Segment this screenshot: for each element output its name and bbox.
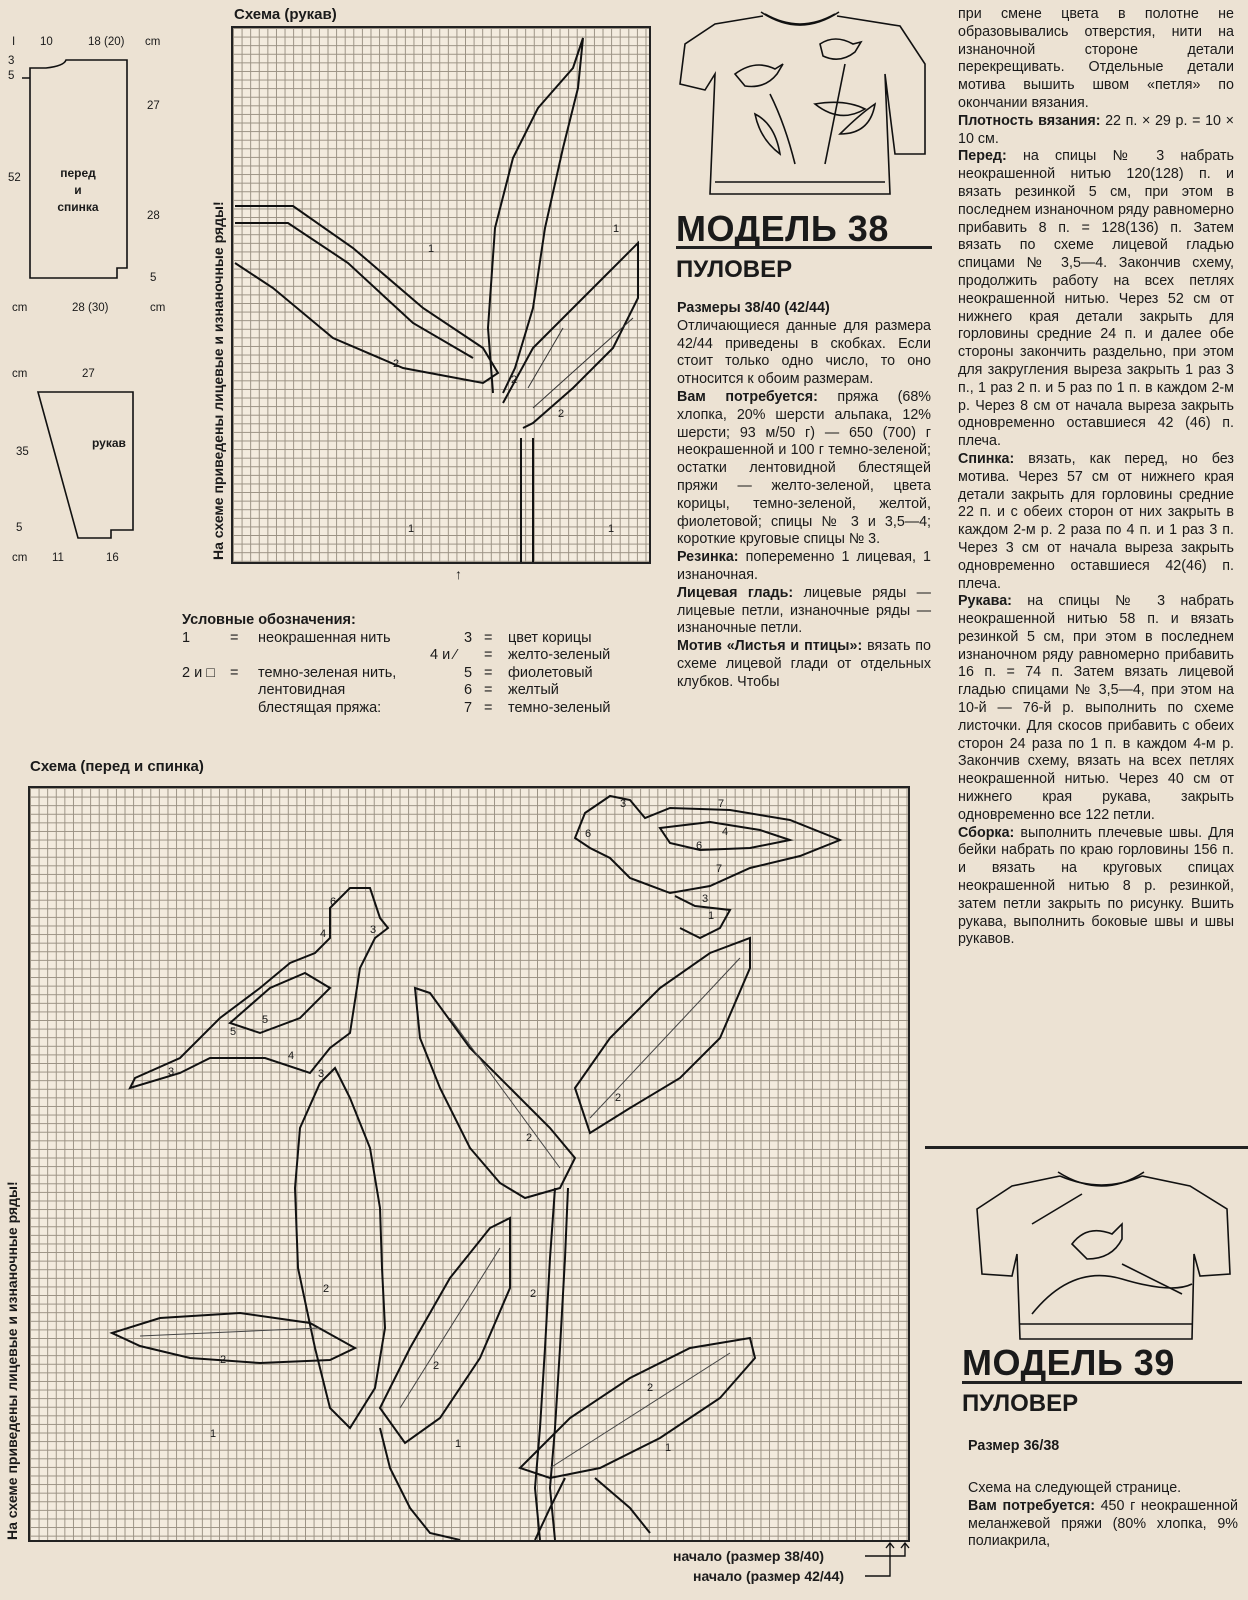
chart-mark: 2: [220, 1354, 227, 1366]
chart-mark: 2: [323, 1283, 330, 1295]
chart-mark: 7: [716, 863, 723, 875]
legend-title: Условные обозначения:: [182, 612, 356, 628]
sleeve-knitting-chart: [231, 26, 651, 564]
chart-mark: 1: [210, 1428, 217, 1440]
chart-mark: 6: [696, 840, 703, 852]
sleeve-label: рукав: [92, 436, 126, 450]
front-back-knitting-chart: [28, 786, 910, 1542]
legend-text: темно-зеленая нить, лентовидная блестящая пряжа:: [258, 664, 397, 716]
rib-text: попеременно 1 лицевая, 1 изнаночная.: [677, 549, 931, 583]
chart-mark: 2: [433, 1360, 440, 1372]
dim-bottom: 28 (30): [72, 302, 109, 314]
sleeve-start-arrow-icon: ↑: [455, 566, 462, 582]
legend-key: 4 и ⁄: [430, 647, 457, 663]
chart-mark: 2: [530, 1288, 537, 1300]
chart-mark: 1: [708, 910, 715, 922]
legend-key: 1: [182, 629, 191, 646]
model-38-title: МОДЕЛЬ 38: [676, 208, 889, 249]
sizes-text: Отличающиеся данные для размера 42/44 приведены в скобках. Если стоит только одно число, то оно относится к обоим размерам.: [677, 317, 931, 388]
sleeve-mark: 1: [428, 243, 435, 255]
chart-mark: 3: [702, 893, 709, 905]
main-chart-title: Схема (перед и спинка): [30, 758, 204, 775]
dim-right-3: 5: [150, 272, 157, 284]
legend-text: фиолетовый: [508, 664, 593, 681]
sleeve-unit-bottom: cm: [12, 552, 28, 564]
model-38-text-col2: [958, 6, 1234, 949]
legend-key: 6: [464, 682, 473, 698]
chart-mark: 6: [330, 896, 337, 908]
assembly-heading: Сборка:: [958, 824, 1015, 841]
materials-heading: Вам потребуется:: [677, 388, 818, 405]
sleeve-unit: cm: [12, 368, 28, 380]
model-39-materials-heading: Вам потребуется:: [968, 1497, 1095, 1514]
density-heading: Плотность вязания:: [958, 112, 1101, 129]
legend-eq: =: [484, 699, 493, 716]
chart-mark: 5: [262, 1014, 269, 1026]
sleeves-heading: Рукава:: [958, 593, 1012, 610]
sleeve-dim-left-small: 5: [16, 522, 23, 534]
front-heading: Перед:: [958, 148, 1007, 165]
chart-mark: 1: [455, 1438, 462, 1450]
model-38-text-col1: [677, 300, 931, 692]
model-39-rule: [925, 1146, 1248, 1149]
dim-left-3: 52: [8, 172, 21, 184]
legend-text: желто-зеленый: [508, 647, 611, 663]
dim-unit-bottom-right: cm: [150, 302, 166, 314]
legend-eq: =: [484, 682, 493, 698]
chart-mark: 4: [722, 826, 729, 838]
legend-key: 3: [464, 629, 473, 646]
legend-key: 2 и □: [182, 664, 215, 681]
assembly-text: выполнить плечевые швы. Для бейки набрать по краю горловины 156 п. и вязать на круговых спицах неокрашенной нитью 8 р. резинкой, затем петли закрыть по рисунку. Вшить рукава, выполнить боковые швы и швы рукавов.: [958, 824, 1234, 948]
sleeve-dim-left: 35: [16, 446, 29, 458]
legend-text: темно-зеленый: [508, 699, 611, 716]
model-39-subtitle: ПУЛОВЕР: [962, 1390, 1079, 1417]
col2-intro: при смене цвета в полотне не образовывались отверстия, нити на изнаночной стороне детали перекрещивать. Отдельные детали мотива вышить швом «петля» по окончании вязания.: [958, 6, 1234, 111]
sleeve-mark: 1: [608, 523, 615, 535]
back-text: вязать, как перед, но без мотива. Через 57 см от нижнего края детали закрыть для горловины средние 22 п. и с обеих сторон от них закрыть в каждом 2-м р. 2 раза по 4 п. и 1 раз 3 п. Через 3 см от начала выреза закрыть одновременно оставшиеся 42(46) п. плеча.: [958, 450, 1234, 592]
sleeve-dim-bottom-1: 11: [52, 552, 64, 564]
chart-mark: 4: [320, 928, 327, 940]
sleeve-chart-title: Схема (рукав): [234, 6, 337, 23]
model-39-title: МОДЕЛЬ 39: [962, 1342, 1175, 1383]
main-chart-side-note: На схеме приведены лицевые и изнаночные ряды!: [4, 1181, 20, 1540]
dim-top-2: 18 (20): [88, 36, 125, 48]
legend-eq: =: [484, 629, 493, 646]
sweater-model-39-illustration: [972, 1164, 1238, 1354]
dim-left-2: 5: [8, 70, 15, 82]
chart-mark: 2: [647, 1382, 654, 1394]
chart-mark: 3: [168, 1066, 175, 1078]
legend-text: цвет корицы: [508, 629, 592, 646]
chart-mark: 2: [526, 1132, 533, 1144]
model-38-subtitle: ПУЛОВЕР: [676, 256, 793, 283]
legend: [182, 612, 652, 720]
sleeve-chart-side-note: На схеме приведены лицевые и изнаночные ряды!: [210, 201, 226, 560]
legend-eq: =: [230, 629, 239, 646]
chart-mark: 1: [665, 1442, 672, 1454]
sleeve-mark: 2: [558, 408, 565, 420]
sweater-model-38-illustration: [675, 4, 940, 204]
chart-mark: 6: [585, 828, 592, 840]
front-text: на спицы № 3 набрать неокрашенной нитью 120(128) п. и вязать резинкой 5 см, при этом в последнем изнаночном ряду равномерно прибавить 8 п. = 128(136) п. Затем вязать по схеме лицевой гладью спицами № 3,5—4. Закончив схему, продолжить работу на всех петлях неокрашенной нитью. Через 52 см от нижнего края детали закрыть для горловины средние 24 п. и далее обе стороны закончить раздельно, при этом для закругления выреза закрыть 1 раз 3 п., 1 раз 2 п. и 5 раз по 1 п. в каждом 2-м р. Через 8 см от начала выреза закрыть одновременно оставшиеся 42 (46) п. плеча.: [958, 148, 1234, 450]
sizes-heading: Размеры 38/40 (42/44): [677, 300, 830, 316]
chart-mark: 7: [718, 798, 725, 810]
density-text: 22 п. × 29 р. = 10 × 10 см.: [958, 112, 1234, 147]
model-38-rule: [676, 246, 932, 249]
piece-label-front-back: перед и спинка: [57, 166, 99, 214]
stockinette-text: лицевые ряды — лицевые петли, изнаночные ряды — изнаночные петли.: [677, 584, 931, 637]
model-39-materials-text: 450 г неокрашенной меланжевой пряжи (80% хлопка, 9% полиакрила,: [968, 1497, 1238, 1550]
dim-top-unit: I: [12, 36, 16, 48]
sleeves-text: на спицы № 3 набрать неокрашенной нитью 58 п. и вязать резинкой 5 см, при этом в последнем изнаночном ряду равномерно прибавить 16 п. = 74 п. Затем вязать лицевой гладью спицами № 3,5—4, при этом на 10-й — 76-й р. выполнить по схеме листочки. Для скосов прибавить с обеих сторон 24 раза по 1 п. в каждом 4-м р. Закончив схему, вязать на всех петлях неокрашенной нитью. Через 40 см от нижнего края рукава, закрыть одновременно все 122 петли.: [958, 593, 1234, 823]
chart-mark: 5: [230, 1026, 237, 1038]
legend-key: 5: [464, 664, 473, 681]
sleeve-dim-bottom-2: 16: [106, 552, 119, 564]
dim-top-1: 10: [40, 36, 53, 48]
chart-mark: 3: [620, 798, 627, 810]
motif-text: вязать по схеме лицевой глади от отдельных клубков. Чтобы: [677, 638, 931, 690]
start-arrows-icon: [860, 1540, 920, 1586]
chart-mark: 2: [615, 1092, 622, 1104]
model-39-text: [968, 1480, 1238, 1551]
model-39-scheme-note: Схема на следующей странице.: [968, 1480, 1182, 1496]
chart-mark: 3: [370, 924, 377, 936]
chart-start-label-2: начало (размер 42/44): [693, 1568, 845, 1584]
materials-text: пряжа (68% хлопка, 20% шерсти альпака, 12% шерсти; 93 м/50 г) — 650 (700) г неокрашенной и 100 г темно-зеленой; остатки лентовидной блестящей пряжи — желто-зеленой, цвета корицы, темно-зеленой, желтой, фиолетовой; спицы № 3 и 3,5—4; короткие круговые спицы № 3.: [677, 388, 931, 548]
legend-key: 7: [464, 699, 473, 716]
sleeve-mark: 1: [613, 223, 620, 235]
sleeve-mark: 1: [408, 523, 415, 535]
chart-start-label-1: начало (размер 38/40): [673, 1548, 825, 1564]
legend-eq: =: [484, 647, 493, 663]
dim-right-2: 28: [147, 210, 160, 222]
legend-text: неокрашенная нить: [258, 629, 391, 646]
legend-text: желтый: [508, 682, 559, 698]
chart-mark: 3: [318, 1068, 325, 1080]
motif-heading: Мотив «Листья и птицы»:: [677, 638, 863, 655]
dim-unit-top: cm: [145, 36, 161, 48]
back-heading: Спинка:: [958, 450, 1015, 467]
chart-mark: 4: [288, 1050, 295, 1062]
rib-heading: Резинка:: [677, 549, 739, 566]
sleeve-mark: 2: [511, 374, 518, 386]
pattern-diagram-sleeve: [0, 380, 210, 580]
model-39-size: Размер 36/38: [968, 1438, 1060, 1454]
sleeve-dim-top: 27: [82, 368, 95, 380]
dim-left-1: 3: [8, 55, 15, 67]
legend-eq: =: [230, 664, 239, 681]
model-39-title-rule: [962, 1381, 1242, 1384]
pattern-diagram-front-back: [0, 0, 210, 330]
dim-right-1: 27: [147, 100, 160, 112]
sleeve-mark: 2: [393, 358, 400, 370]
legend-eq: =: [484, 664, 493, 681]
stockinette-heading: Лицевая гладь:: [677, 584, 794, 601]
dim-unit-bottom: cm: [12, 302, 28, 314]
